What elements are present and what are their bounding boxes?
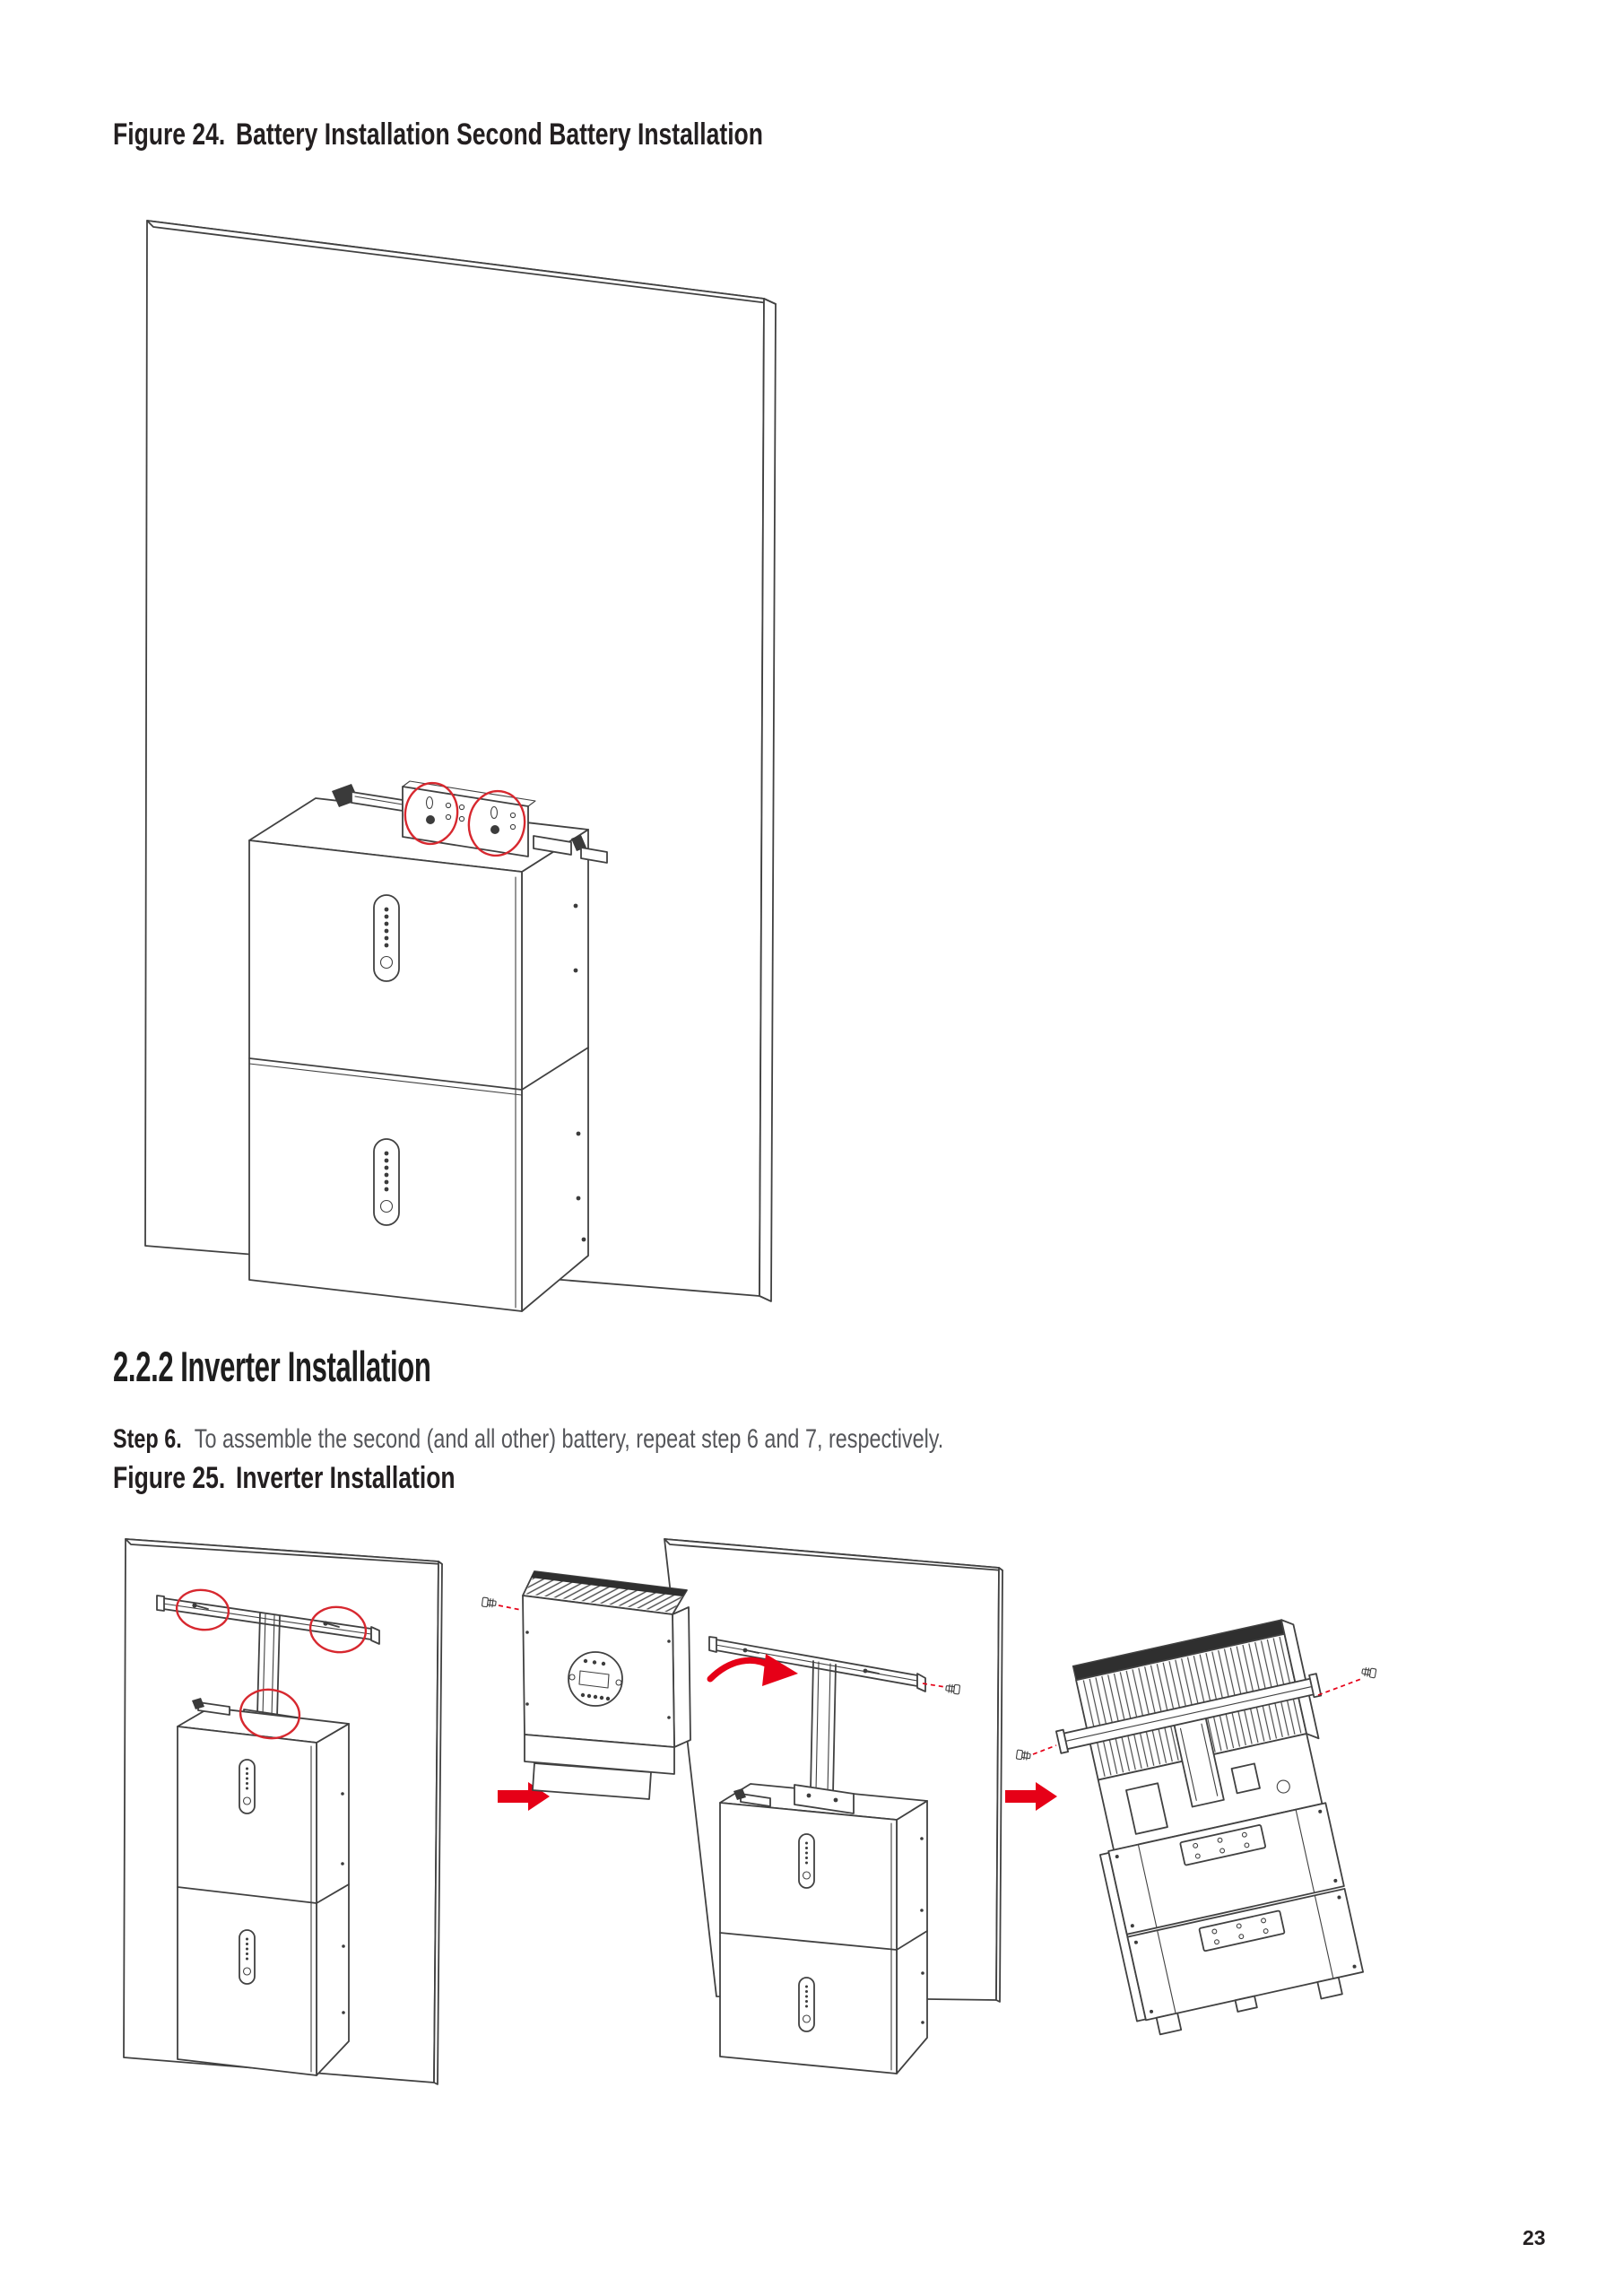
- figure25-illustration: [113, 1525, 1512, 2206]
- battery-led-indicator: [799, 1978, 814, 2031]
- panel-bracket-on-wall: [124, 1539, 442, 2084]
- section-title: Inverter Installation: [180, 1343, 431, 1390]
- battery-led-indicator: [374, 895, 399, 981]
- step-text: To assemble the second (and all other) battery, repeat step 6 and 7, respectively.: [194, 1424, 944, 1454]
- next-step-arrow-icon: [1005, 1782, 1057, 1811]
- inverter-unit: [523, 1571, 690, 1799]
- battery-led-indicator: [239, 1930, 255, 1984]
- figure24-caption-title: Battery Installation Second Battery Installation: [235, 117, 763, 152]
- battery-led-indicator: [239, 1760, 255, 1813]
- assembled-unit: [1043, 1615, 1384, 2042]
- battery-stack: [720, 1784, 927, 2074]
- step-label: Step 6.: [113, 1424, 182, 1454]
- screw-guide-line: [499, 1605, 521, 1610]
- battery-stack: [249, 798, 588, 1311]
- figure25-caption-title: Inverter Installation: [235, 1461, 456, 1495]
- figure24-caption-label: Figure 24.: [113, 117, 226, 152]
- screw-guide-line: [1318, 1679, 1361, 1695]
- figure24-illustration: [133, 208, 796, 1320]
- section-heading: [113, 1342, 595, 1391]
- battery-led-indicator: [799, 1834, 814, 1888]
- step-instruction: [113, 1424, 1178, 1455]
- battery-stack: [178, 1698, 349, 2075]
- figure25-caption-label: Figure 25.: [113, 1461, 226, 1495]
- figure25-caption: [113, 1461, 551, 1496]
- screw-icon: [1016, 1750, 1030, 1761]
- panel-assembled-unit: [1016, 1615, 1384, 2042]
- battery-led-indicator: [374, 1139, 399, 1225]
- panel-hang-inverter: [482, 1539, 1002, 2074]
- screw-icon: [1361, 1666, 1376, 1677]
- figure24-caption: [113, 117, 946, 152]
- inverter-display: [568, 1652, 622, 1706]
- screw-guide-line: [1033, 1745, 1056, 1754]
- section-number: 2.2.2: [113, 1343, 174, 1390]
- page-number: 23: [1523, 2226, 1546, 2249]
- screw-icon: [482, 1597, 496, 1608]
